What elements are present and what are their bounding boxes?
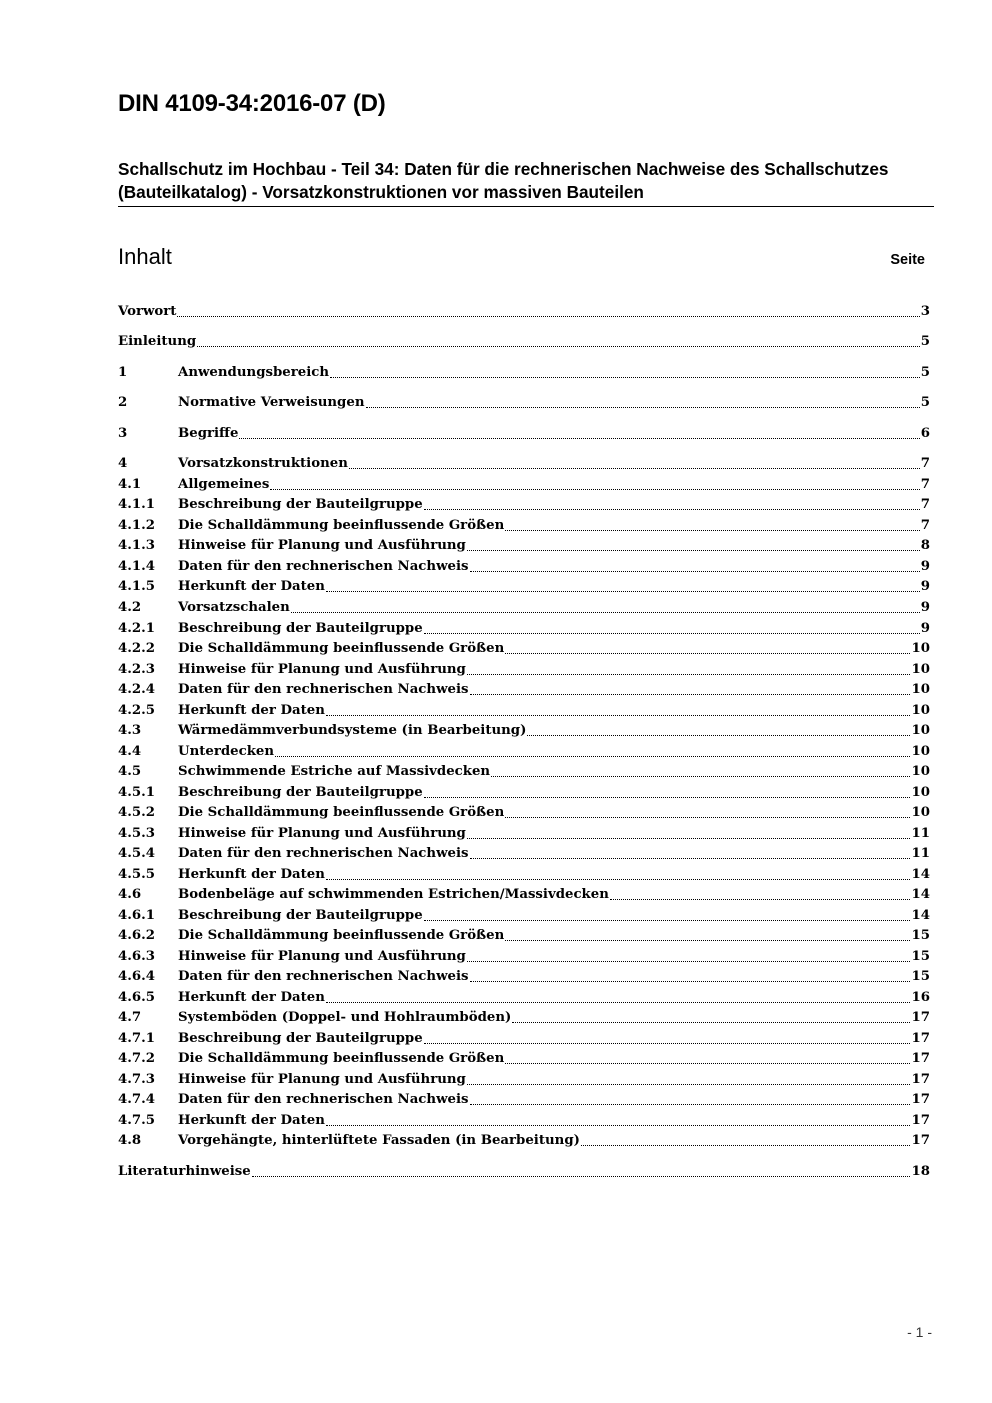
toc-dot-leader: [424, 796, 911, 798]
toc-entry-page: 5: [920, 395, 930, 410]
toc-dot-leader: [505, 939, 910, 941]
toc-entry-number: 4.1.5: [118, 579, 156, 594]
toc-entry[interactable]: [118, 302, 930, 322]
toc-entry-number: 4.1.2: [118, 518, 156, 533]
toc-entry-title: Herkunft der Daten: [178, 867, 325, 882]
toc-entry-title: Vorsatzkonstruktionen: [178, 456, 348, 471]
toc-entry-number: 4.6.5: [118, 990, 156, 1005]
toc-entry[interactable]: [118, 475, 930, 495]
toc-entry[interactable]: [118, 865, 930, 885]
toc-entry-title: Beschreibung der Bauteilgruppe: [178, 785, 423, 800]
toc-entry-page: 10: [911, 641, 930, 656]
toc-entry[interactable]: [118, 906, 930, 926]
toc-entry[interactable]: [118, 619, 930, 639]
toc-entry-title: Herkunft der Daten: [178, 579, 325, 594]
toc-entry[interactable]: [118, 1162, 930, 1182]
toc-entry-page: 17: [911, 1031, 930, 1046]
toc-dot-leader: [197, 345, 920, 347]
toc-entry-page: 9: [920, 621, 930, 636]
toc-entry[interactable]: [118, 1131, 930, 1151]
toc-entry[interactable]: [118, 885, 930, 905]
toc-entry-title: Einleitung: [118, 334, 197, 349]
toc-entry-number: 4.5: [118, 764, 142, 779]
toc-dot-leader: [177, 315, 919, 317]
toc-entry[interactable]: [118, 454, 930, 474]
toc-entry[interactable]: [118, 926, 930, 946]
toc-entry-page: 17: [911, 1092, 930, 1107]
toc-entry[interactable]: [118, 1070, 930, 1090]
toc-entry[interactable]: [118, 536, 930, 556]
toc-entry-title: Daten für den rechnerischen Nachweis: [178, 846, 469, 861]
toc-entry-title: Anwendungsbereich: [178, 365, 330, 380]
toc-entry-title: Schwimmende Estriche auf Massivdecken: [178, 764, 491, 779]
toc-dot-leader: [239, 437, 919, 439]
toc-entry-title: Begriffe: [178, 426, 239, 441]
toc-entry-page: 9: [920, 579, 930, 594]
toc-entry-page: 11: [911, 826, 930, 841]
toc-entry-title: Unterdecken: [178, 744, 275, 759]
toc-entry-number: 4.2.3: [118, 662, 156, 677]
toc-entry-page: 14: [911, 867, 930, 882]
toc-dot-leader: [467, 1083, 911, 1085]
toc-entry-title: Literaturhinweise: [118, 1164, 251, 1179]
toc-entry-title: Vorwort: [118, 304, 177, 319]
toc-entry[interactable]: [118, 1111, 930, 1131]
toc-dot-leader: [467, 673, 911, 675]
toc-entry-title: Vorgehängte, hinterlüftete Fassaden (in Bearbeitung): [178, 1133, 580, 1148]
toc-entry-page: 17: [911, 1051, 930, 1066]
toc-entry-number: 4.5.4: [118, 846, 156, 861]
toc-dot-leader: [424, 632, 920, 634]
toc-entry-title: Vorsatzschalen: [178, 600, 290, 615]
toc-entry-page: 10: [911, 785, 930, 800]
toc-entry-title: Die Schalldämmung beeinflussende Größen: [178, 805, 505, 820]
toc-entry-title: Herkunft der Daten: [178, 1113, 325, 1128]
toc-entry-page: 15: [911, 949, 930, 964]
toc-entry-title: Hinweise für Planung und Ausführung: [178, 949, 466, 964]
toc-entry-number: 4.2.5: [118, 703, 156, 718]
toc-entry-title: Hinweise für Planung und Ausführung: [178, 538, 466, 553]
toc-entry[interactable]: [118, 660, 930, 680]
toc-dot-leader: [326, 714, 911, 716]
toc-entry-title: Allgemeines: [178, 477, 270, 492]
toc-entry-number: 4.7.4: [118, 1092, 156, 1107]
toc-entry-title: Die Schalldämmung beeinflussende Größen: [178, 928, 505, 943]
toc-entry-number: 2: [118, 395, 128, 410]
toc-entry[interactable]: [118, 680, 930, 700]
toc-dot-leader: [505, 529, 919, 531]
toc-entry-title: Systemböden (Doppel- und Hohlraumböden): [178, 1010, 512, 1025]
toc-entry-page: 7: [920, 456, 930, 471]
toc-entry-number: 4.5.5: [118, 867, 156, 882]
toc-entry-title: Hinweise für Planung und Ausführung: [178, 1072, 466, 1087]
toc-entry-page: 10: [911, 703, 930, 718]
toc-entry-page: 9: [920, 559, 930, 574]
toc-entry-title: Beschreibung der Bauteilgruppe: [178, 908, 423, 923]
toc-entry[interactable]: [118, 721, 930, 741]
toc-entry-page: 7: [920, 497, 930, 512]
toc-entry-number: 4.2.1: [118, 621, 156, 636]
toc-entry-title: Bodenbeläge auf schwimmenden Estrichen/Massivdecken: [178, 887, 609, 902]
toc-entry-number: 4.5.3: [118, 826, 156, 841]
toc-dot-leader: [326, 1001, 911, 1003]
table-of-contents: [118, 0, 930, 1403]
toc-dot-leader: [424, 508, 920, 510]
toc-entry-title: Daten für den rechnerischen Nachweis: [178, 682, 469, 697]
document-id: DIN 4109-34:2016-07 (D): [118, 90, 386, 117]
toc-entry-number: 4.6.3: [118, 949, 156, 964]
toc-entry-number: 4.6: [118, 887, 142, 902]
toc-entry[interactable]: [118, 1049, 930, 1069]
toc-entry-page: 9: [920, 600, 930, 615]
toc-entry-page: 14: [911, 908, 930, 923]
toc-entry[interactable]: [118, 1090, 930, 1110]
toc-dot-leader: [252, 1175, 911, 1177]
toc-entry-number: 4: [118, 456, 128, 471]
toc-entry-page: 17: [911, 1133, 930, 1148]
toc-entry-page: 10: [911, 744, 930, 759]
toc-entry-number: 1: [118, 365, 128, 380]
toc-entry-number: 4.6.2: [118, 928, 156, 943]
toc-dot-leader: [349, 467, 920, 469]
toc-entry-page: 7: [920, 518, 930, 533]
toc-entry-number: 4.5.1: [118, 785, 156, 800]
toc-dot-leader: [275, 755, 910, 757]
toc-dot-leader: [470, 857, 911, 859]
toc-dot-leader: [470, 570, 920, 572]
toc-entry-number: 4.2: [118, 600, 142, 615]
toc-entry-page: 10: [911, 682, 930, 697]
toc-entry-title: Hinweise für Planung und Ausführung: [178, 662, 466, 677]
toc-entry-number: 4.1: [118, 477, 142, 492]
toc-entry-page: 10: [911, 723, 930, 738]
toc-dot-leader: [505, 1062, 910, 1064]
toc-heading: Inhalt: [118, 244, 172, 269]
toc-entry[interactable]: [118, 701, 930, 721]
toc-entry-number: 4.5.2: [118, 805, 156, 820]
toc-dot-leader: [424, 1042, 911, 1044]
toc-entry[interactable]: [118, 1008, 930, 1028]
toc-dot-leader: [467, 960, 911, 962]
toc-entry-page: 3: [920, 304, 930, 319]
toc-dot-leader: [270, 488, 919, 490]
toc-entry-page: 17: [911, 1072, 930, 1087]
toc-entry-title: Herkunft der Daten: [178, 990, 325, 1005]
toc-entry-page: 15: [911, 969, 930, 984]
toc-dot-leader: [581, 1144, 911, 1146]
toc-entry[interactable]: [118, 742, 930, 762]
toc-entry-title: Herkunft der Daten: [178, 703, 325, 718]
toc-entry[interactable]: [118, 332, 930, 352]
document-title: Schallschutz im Hochbau - Teil 34: Daten für die rechnerischen Nachweise des Schallschutzes (Bauteilkatalog) - Vorsatzkonstruktionen vor massiven Bauteilen: [118, 159, 889, 202]
toc-entry-title: Wärmedämmverbundsysteme (in Bearbeitung): [178, 723, 527, 738]
toc-entry-title: Daten für den rechnerischen Nachweis: [178, 1092, 469, 1107]
toc-entry[interactable]: [118, 495, 930, 515]
toc-dot-leader: [505, 816, 910, 818]
toc-entry[interactable]: [118, 424, 930, 444]
toc-entry-title: Hinweise für Planung und Ausführung: [178, 826, 466, 841]
toc-entry-title: Daten für den rechnerischen Nachweis: [178, 559, 469, 574]
toc-entry[interactable]: [118, 598, 930, 618]
toc-entry[interactable]: [118, 639, 930, 659]
toc-dot-leader: [512, 1021, 910, 1023]
toc-entry-number: 4.1.3: [118, 538, 156, 553]
toc-entry-number: 4.7.2: [118, 1051, 156, 1066]
toc-entry[interactable]: [118, 988, 930, 1008]
toc-dot-leader: [467, 549, 920, 551]
toc-entry-number: 4.1.1: [118, 497, 156, 512]
toc-entry[interactable]: [118, 393, 930, 413]
toc-entry-number: 4.7.5: [118, 1113, 156, 1128]
toc-dot-leader: [610, 898, 911, 900]
toc-entry-number: 4.3: [118, 723, 142, 738]
toc-entry-page: 5: [920, 334, 930, 349]
toc-entry-page: 17: [911, 1113, 930, 1128]
toc-entry-page: 8: [920, 538, 930, 553]
toc-entry-number: 4.7.1: [118, 1031, 156, 1046]
toc-entry-page: 17: [911, 1010, 930, 1025]
toc-entry-page: 10: [911, 805, 930, 820]
toc-entry[interactable]: [118, 557, 930, 577]
toc-entry-title: Die Schalldämmung beeinflussende Größen: [178, 1051, 505, 1066]
toc-entry-title: Beschreibung der Bauteilgruppe: [178, 621, 423, 636]
toc-entry-number: 4.7.3: [118, 1072, 156, 1087]
toc-dot-leader: [470, 693, 911, 695]
toc-dot-leader: [470, 1103, 911, 1105]
toc-entry[interactable]: [118, 947, 930, 967]
toc-entry[interactable]: [118, 762, 930, 782]
toc-dot-leader: [527, 734, 910, 736]
toc-entry-page: 5: [920, 365, 930, 380]
toc-entry-page: 6: [920, 426, 930, 441]
toc-entry[interactable]: [118, 824, 930, 844]
toc-entry-number: 4.6.1: [118, 908, 156, 923]
toc-entry-number: 4.4: [118, 744, 142, 759]
toc-entry-page: 14: [911, 887, 930, 902]
toc-dot-leader: [326, 1124, 911, 1126]
toc-entry[interactable]: [118, 783, 930, 803]
toc-dot-leader: [505, 652, 910, 654]
toc-dot-leader: [330, 376, 920, 378]
toc-entry[interactable]: [118, 577, 930, 597]
toc-entry[interactable]: [118, 803, 930, 823]
toc-entry-number: 4.7: [118, 1010, 142, 1025]
toc-entry-title: Beschreibung der Bauteilgruppe: [178, 1031, 423, 1046]
toc-entry-page: 7: [920, 477, 930, 492]
toc-dot-leader: [491, 775, 910, 777]
toc-dot-leader: [291, 611, 920, 613]
toc-entry[interactable]: [118, 844, 930, 864]
toc-entry-title: Beschreibung der Bauteilgruppe: [178, 497, 423, 512]
toc-entry[interactable]: [118, 1029, 930, 1049]
toc-entry-page: 10: [911, 764, 930, 779]
toc-dot-leader: [326, 878, 911, 880]
toc-entry-number: 3: [118, 426, 128, 441]
toc-dot-leader: [424, 919, 911, 921]
toc-entry-page: 15: [911, 928, 930, 943]
toc-entry-page: 16: [911, 990, 930, 1005]
toc-entry-title: Daten für den rechnerischen Nachweis: [178, 969, 469, 984]
toc-entry[interactable]: [118, 967, 930, 987]
toc-dot-leader: [366, 406, 920, 408]
toc-entry-page: 18: [911, 1164, 930, 1179]
toc-entry-page: 11: [911, 846, 930, 861]
toc-entry[interactable]: [118, 516, 930, 536]
toc-entry[interactable]: [118, 363, 930, 383]
toc-entry-number: 4.2.2: [118, 641, 156, 656]
toc-page-label: Seite: [890, 252, 925, 268]
toc-entry-title: Normative Verweisungen: [178, 395, 365, 410]
toc-entry-number: 4.2.4: [118, 682, 156, 697]
toc-entry-page: 10: [911, 662, 930, 677]
toc-dot-leader: [467, 837, 911, 839]
toc-entry-number: 4.1.4: [118, 559, 156, 574]
toc-entry-title: Die Schalldämmung beeinflussende Größen: [178, 641, 505, 656]
footer-page-number: - 1 -: [907, 1324, 932, 1340]
toc-entry-number: 4.8: [118, 1133, 142, 1148]
toc-entry-number: 4.6.4: [118, 969, 156, 984]
toc-dot-leader: [326, 590, 920, 592]
toc-dot-leader: [470, 980, 911, 982]
toc-entry-title: Die Schalldämmung beeinflussende Größen: [178, 518, 505, 533]
